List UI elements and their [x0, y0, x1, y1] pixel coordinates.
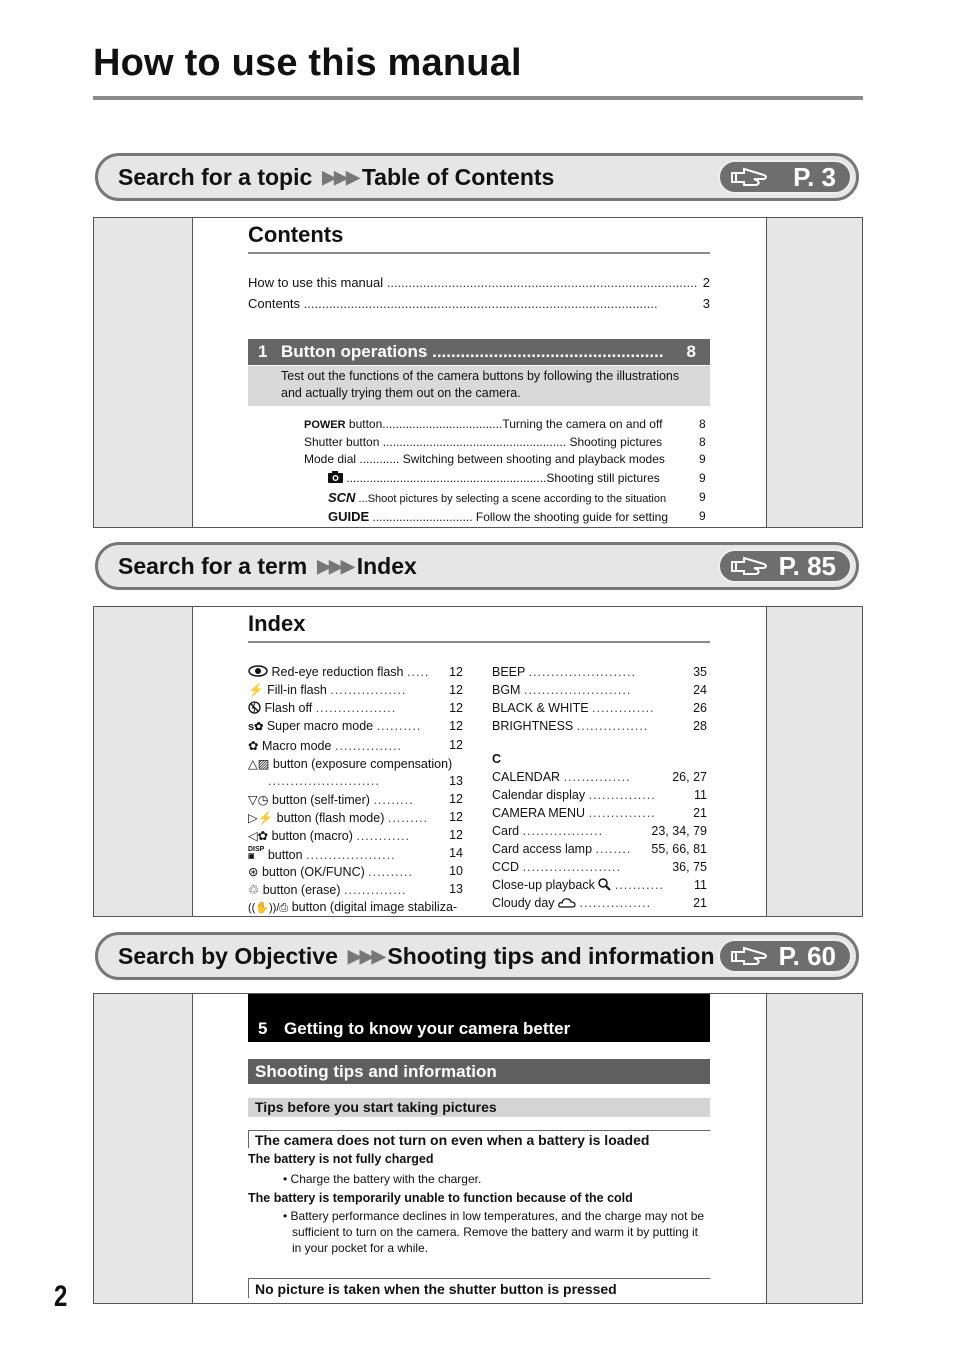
index-entry: ⚡ Fill-in flash ................. 12 [248, 683, 463, 697]
index-entry: ▷⚡ button (flash mode) ......... 12 [248, 810, 463, 825]
section-bar: Shooting tips and information [248, 1059, 710, 1084]
banner-left-label: Search for a term [118, 553, 308, 579]
chapter-description: Test out the functions of the camera buttons by following the illustrations and actually trying them out on the camera. [248, 366, 710, 406]
toc-item: SCN ...Shoot pictures by selecting a scene according to the situation [328, 490, 667, 505]
stabilization-icon: ((✋))/⎙ [248, 902, 289, 914]
banner-right-label: Index [356, 553, 417, 579]
triple-arrow-icon: ▶▶▶ [317, 556, 353, 576]
page-ref-badge[interactable] [718, 160, 852, 194]
triple-arrow-icon: ▶▶▶ [322, 167, 358, 187]
pointing-hand-icon [730, 556, 770, 578]
index-entry: △▨ button (exposure compensation) [248, 757, 453, 771]
exposure-button-icon: △▨ [248, 757, 270, 771]
flash-off-icon [248, 701, 261, 714]
bullet-item: • Battery performance declines in low temperatures, and the charge may not be sufficient to turn on the camera. Remove the battery and warm it by putting it in your pocket for a while. [283, 1209, 705, 1255]
banner-index [95, 542, 859, 590]
index-entry: ⊛ button (OK/FUNC) .......... 10 [248, 864, 463, 879]
contents-page: Contents How to use this manual ...................................................................................... 2 Contents .................................................................................................. 3 1 Button operations ................................................. 8 Test out the functions of the camera buttons by following the illustrations and actually trying them out on the camera. POWER button....................................Turning the camera on and off 8 Shutter button ....................................................... Shooting pictures 8 Mode dial ............ Switching between shooting and playback modes 9 ............................................................Shooting still pictures 9 SCN ...Shoot pictures by selecting a scene according to the situation 9 GUIDE .............................. Follow the shooting guide for setting 9 [192, 218, 767, 527]
index-entry: Flash off .................. 12 [248, 701, 463, 715]
index-entry: ((✋))/⎙ button (digital image stabiliza- [248, 900, 458, 914]
cause-heading: The battery is not fully charged [248, 1152, 434, 1166]
tips-page [192, 994, 767, 1303]
toc-row: How to use this manual ...................................................................................... 2 [248, 275, 710, 290]
contents-heading: Contents [248, 222, 344, 247]
macro-icon: ✿ [248, 739, 259, 753]
contents-rule [248, 252, 710, 254]
toc-item: ............................................................Shooting still pictures [328, 471, 660, 485]
index-rule [248, 641, 710, 643]
triple-arrow-icon: ▶▶▶ [347, 946, 384, 966]
disp-icon: DISP ▣ [248, 846, 265, 860]
index-entry-continued: ......................... 13 [268, 774, 463, 788]
index-entry: Cloudy day ................ 21 [492, 896, 707, 910]
chapter-bar [248, 339, 710, 365]
cause-heading: The battery is temporarily unable to function because of the cold [248, 1191, 633, 1205]
index-entry: ♲ button (erase) .............. 13 [248, 882, 463, 897]
page-title: How to use this manual [93, 42, 522, 84]
chapter-5-bar: 5 Getting to know your camera better [248, 994, 710, 1042]
index-entry: ✿ Macro mode ............... 12 [248, 738, 463, 753]
page-ref-text: P. 3 [793, 162, 836, 192]
banner-right-label: Table of Contents [361, 164, 555, 190]
bullet-item: • Charge the battery with the charger. [283, 1172, 482, 1186]
index-letter: C [492, 752, 502, 766]
page-number: 2 [54, 1280, 67, 1313]
index-entry: BEEP ........................ 35 [492, 665, 707, 679]
banner-left-label: Search for a topic [118, 164, 313, 190]
index-page [192, 607, 767, 916]
super-macro-icon: s✿ [248, 721, 264, 733]
banner-left-label: Search by Objective [118, 943, 338, 969]
red-eye-icon [248, 665, 268, 677]
index-entry: Close-up playback ........... 11 [492, 878, 707, 892]
index-entry: ◁✿ button (macro) ............ 12 [248, 828, 463, 843]
banner-table-of-contents [95, 153, 859, 201]
index-entry: DISP ▣ button .................... 14 [248, 846, 463, 862]
index-entry: BGM ........................ 24 [492, 683, 707, 697]
chapter-number: 1 [258, 342, 268, 361]
index-entry: BRIGHTNESS ................ 28 [492, 719, 707, 733]
index-entry: s✿ Super macro mode .......... 12 [248, 719, 463, 733]
ok-func-icon: ⊛ [248, 865, 259, 879]
index-entry: Red-eye reduction flash ..... 12 [248, 665, 463, 679]
pointing-hand-icon [730, 167, 770, 189]
index-entry: Calendar display ............... 11 [492, 788, 707, 802]
index-entry: Card access lamp ........ 55, 66, 81 [492, 842, 707, 856]
page-ref-badge[interactable] [718, 549, 852, 583]
tips-preview [93, 993, 863, 1304]
index-entry: BLACK & WHITE .............. 26 [492, 701, 707, 715]
index-preview [93, 606, 863, 917]
topic-heading: The camera does not turn on even when a battery is loaded [248, 1130, 710, 1148]
index-entry: Card .................. 23, 34, 79 [492, 824, 707, 838]
subsection-bar: Tips before you start taking pictures [248, 1098, 710, 1117]
toc-row: Contents .................................................................................................. 3 [248, 296, 710, 311]
index-heading: Index [248, 611, 306, 636]
flash-icon: ⚡ [248, 683, 264, 697]
banner-right-label: Shooting tips and information [387, 943, 715, 969]
index-entry: CCD ...................... 36, 75 [492, 860, 707, 874]
index-entry: CALENDAR ............... 26, 27 [492, 770, 707, 784]
toc-item: POWER button....................................Turning the camera on and off [304, 417, 663, 431]
magnifier-icon [598, 878, 611, 891]
cloud-icon [558, 897, 576, 908]
topic-heading: No picture is taken when the shutter button is pressed [248, 1278, 710, 1298]
macro-button-icon: ◁✿ [248, 829, 269, 843]
toc-item: GUIDE .............................. Follow the shooting guide for setting [328, 509, 669, 524]
erase-icon: ♲ [248, 883, 260, 897]
chapter-title: Button operations ................................................. [281, 342, 664, 361]
toc-item: Shutter button ....................................................... Shooting pictures [304, 435, 663, 449]
pointing-hand-icon [730, 946, 770, 968]
page-ref-badge[interactable] [718, 939, 852, 973]
camera-icon [328, 471, 343, 483]
contents-preview [93, 217, 863, 528]
toc-item: Mode dial ............ Switching between shooting and playback modes [304, 452, 665, 466]
self-timer-button-icon: ▽◷ [248, 793, 269, 807]
page-ref-text: P. 85 [778, 551, 836, 581]
index-entry: CAMERA MENU ............... 21 [492, 806, 707, 820]
chapter-page: 8 [685, 339, 696, 365]
index-entry: ▽◷ button (self-timer) ......... 12 [248, 792, 463, 807]
banner-shooting-tips [95, 932, 859, 980]
page-ref-text: P. 60 [778, 941, 836, 971]
title-rule [93, 96, 863, 100]
flash-mode-button-icon: ▷⚡ [248, 811, 274, 825]
